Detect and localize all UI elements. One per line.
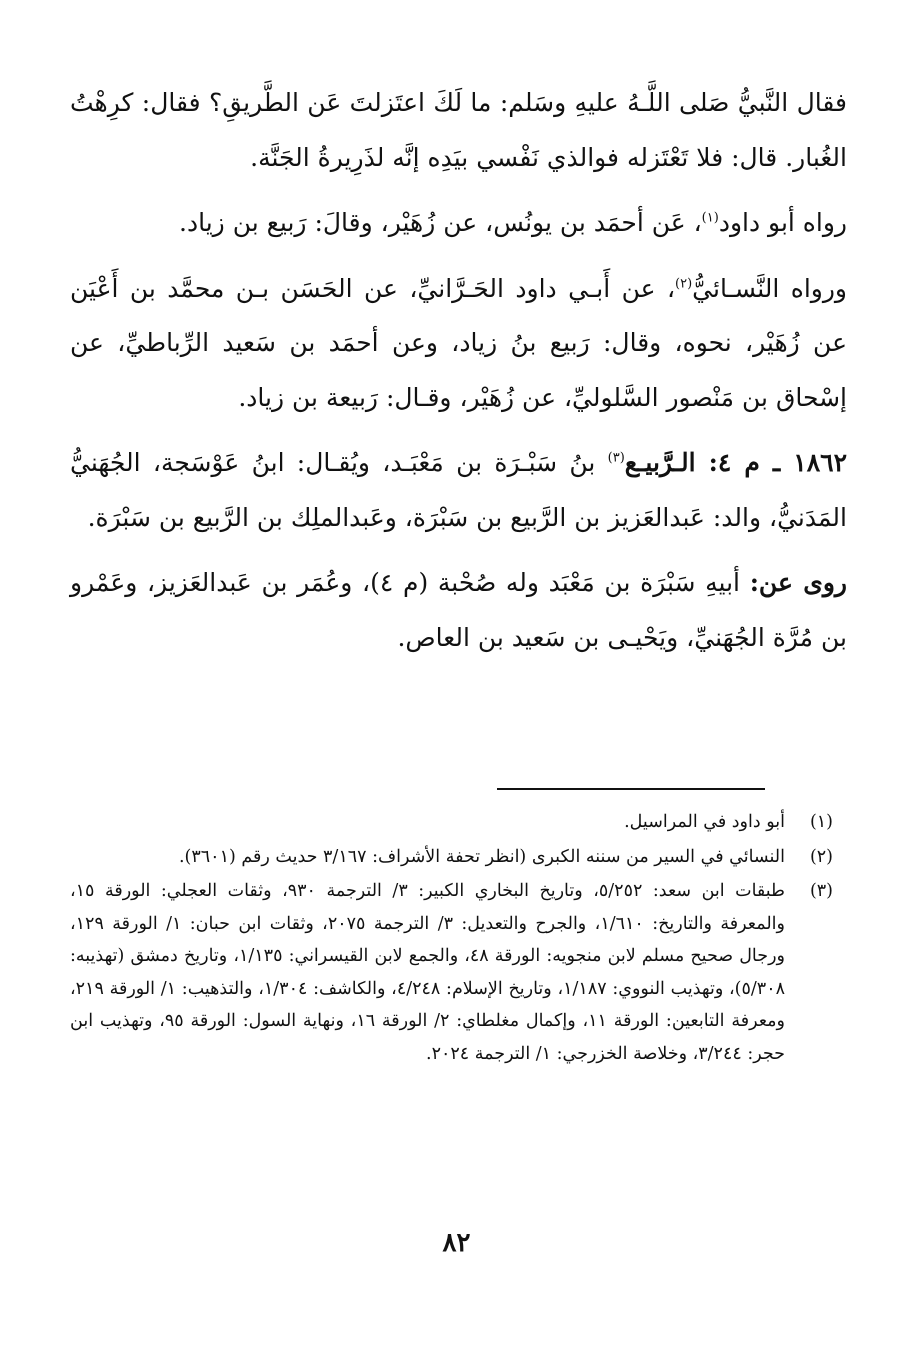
footnote-2-text: النسائي في السير من سننه الكبرى (انظر تحفة الأشراف: ٣/١٦٧ حديث رقم (٣٦٠١). xyxy=(178,846,785,867)
paragraph-4-text-after: بنُ سَبْـرَة بن مَعْبَـد، ويُقـال: ابنُ عَوْسَجة، الجُهَنيُّ المَدَنيُّ، والد: عَبدالعَزيز بن الرَّبيع بن سَبْرَة، وعَبدالملِك بن الرَّبيع بن سَبْرَة. xyxy=(70,448,847,532)
footnote-ref-2: (٢) xyxy=(675,276,693,292)
footnote-1-number: (١) xyxy=(809,812,833,832)
main-text xyxy=(70,76,847,665)
paragraph-2-text-before: رواه أبو داود xyxy=(718,208,847,237)
footnotes xyxy=(70,806,833,1072)
footnote-separator xyxy=(497,788,765,790)
footnote-3 xyxy=(70,875,833,1070)
paragraph-3 xyxy=(70,262,847,426)
paragraph-5 xyxy=(70,556,847,665)
paragraph-2-text-after: ، عَن أحمَد بن يونُس، عن زُهَيْر، وقالَ: رَبيع بن زياد. xyxy=(179,208,702,237)
footnote-2-number: (٢) xyxy=(809,846,833,867)
footnote-3-text: طبقات ابن سعد: ٥/٢٥٢، وتاريخ البخاري الكبير: ٣/ الترجمة ٩٣٠، وثقات العجلي: الورقة ١٥، والمعرفة والتاريخ: ١/٦١٠، والجرح والتعديل: ٣/ الترجمة ٢٠٧٥، وثقات ابن حبان: ١/ الورقة ١٢٩، ورجال صحيح مسلم لابن منجويه: الورقة ٤٨، والجمع لابن القيسراني: ١/١٣٥، وتاريخ دمشق (تهذيبه: ٥/٣٠٨)، وتهذيب النووي: ١/١٨٧، وتاريخ الإسلام: ٤/٢٤٨، والكاشف: ١/٣٠٤، والتذهيب: ١/ الورقة ٢١٩، ومعرفة التابعين: الورقة ١١، وإكمال مغلطاي: ٢/ الورقة ١٦، ونهاية السول: الورقة ٩٥، وتهذيب ابن حجر: ٣/٢٤٤، وخلاصة الخزرجي: ١/ الترجمة ٢٠٢٤. xyxy=(70,881,785,1064)
footnote-1 xyxy=(70,806,833,839)
footnote-3-number: (٣) xyxy=(809,881,833,901)
paragraph-4 xyxy=(70,436,847,545)
footnote-1-text: أبو داود في المراسيل. xyxy=(624,812,785,832)
paragraph-1 xyxy=(70,76,847,185)
paragraph-2 xyxy=(70,196,847,251)
footnote-ref-1: (١) xyxy=(701,210,719,226)
page-number: ٨٢ xyxy=(442,1228,471,1258)
entry-heading: ١٨٦٢ ـ م ٤: الـرَّبيـع xyxy=(624,448,847,477)
footnote-ref-3: (٣) xyxy=(607,450,625,466)
narrated-from-label: روى عن: xyxy=(749,568,848,597)
paragraph-5-text: أبيهِ سَبْرَة بن مَعْبَد وله صُحْبة (م ٤)، وعُمَر بن عَبدالعَزيز، وعَمْرو بن مُرَّة الجُهَنيِّ، ويَحْيـى بن سَعيد بن العاص. xyxy=(70,568,847,652)
paragraph-3-text-before: ورواه النَّسـائيُّ xyxy=(692,273,847,303)
paragraph-3-text-after: ، عن أَبـي داود الحَـرَّانيِّ، عن الحَسَن بـن محمَّد بن أَعْيَن عن زُهَيْر، نحوه، وقال: رَبيع بنُ زياد، وعن أحمَد بن سَعيد الرِّباطيِّ، عن إسْحاق بن مَنْصور السَّلوليِّ، عن زُهَيْر، وقـال: رَبيعة بن زياد. xyxy=(70,273,847,412)
footnote-2 xyxy=(70,841,833,874)
paragraph-1-text: فقال النَّبيُّ صَلى اللَّـهُ عليهِ وسَلم: ما لَكَ اعتَزلتَ عَن الطَّريقِ؟ فقال: كرِهْتُ الغُبار. قال: فلا تَعْتَزله فوالذي نَفْسي بيَدِه إنَّه لذَرِيرةُ الجَنَّة. xyxy=(70,88,847,172)
